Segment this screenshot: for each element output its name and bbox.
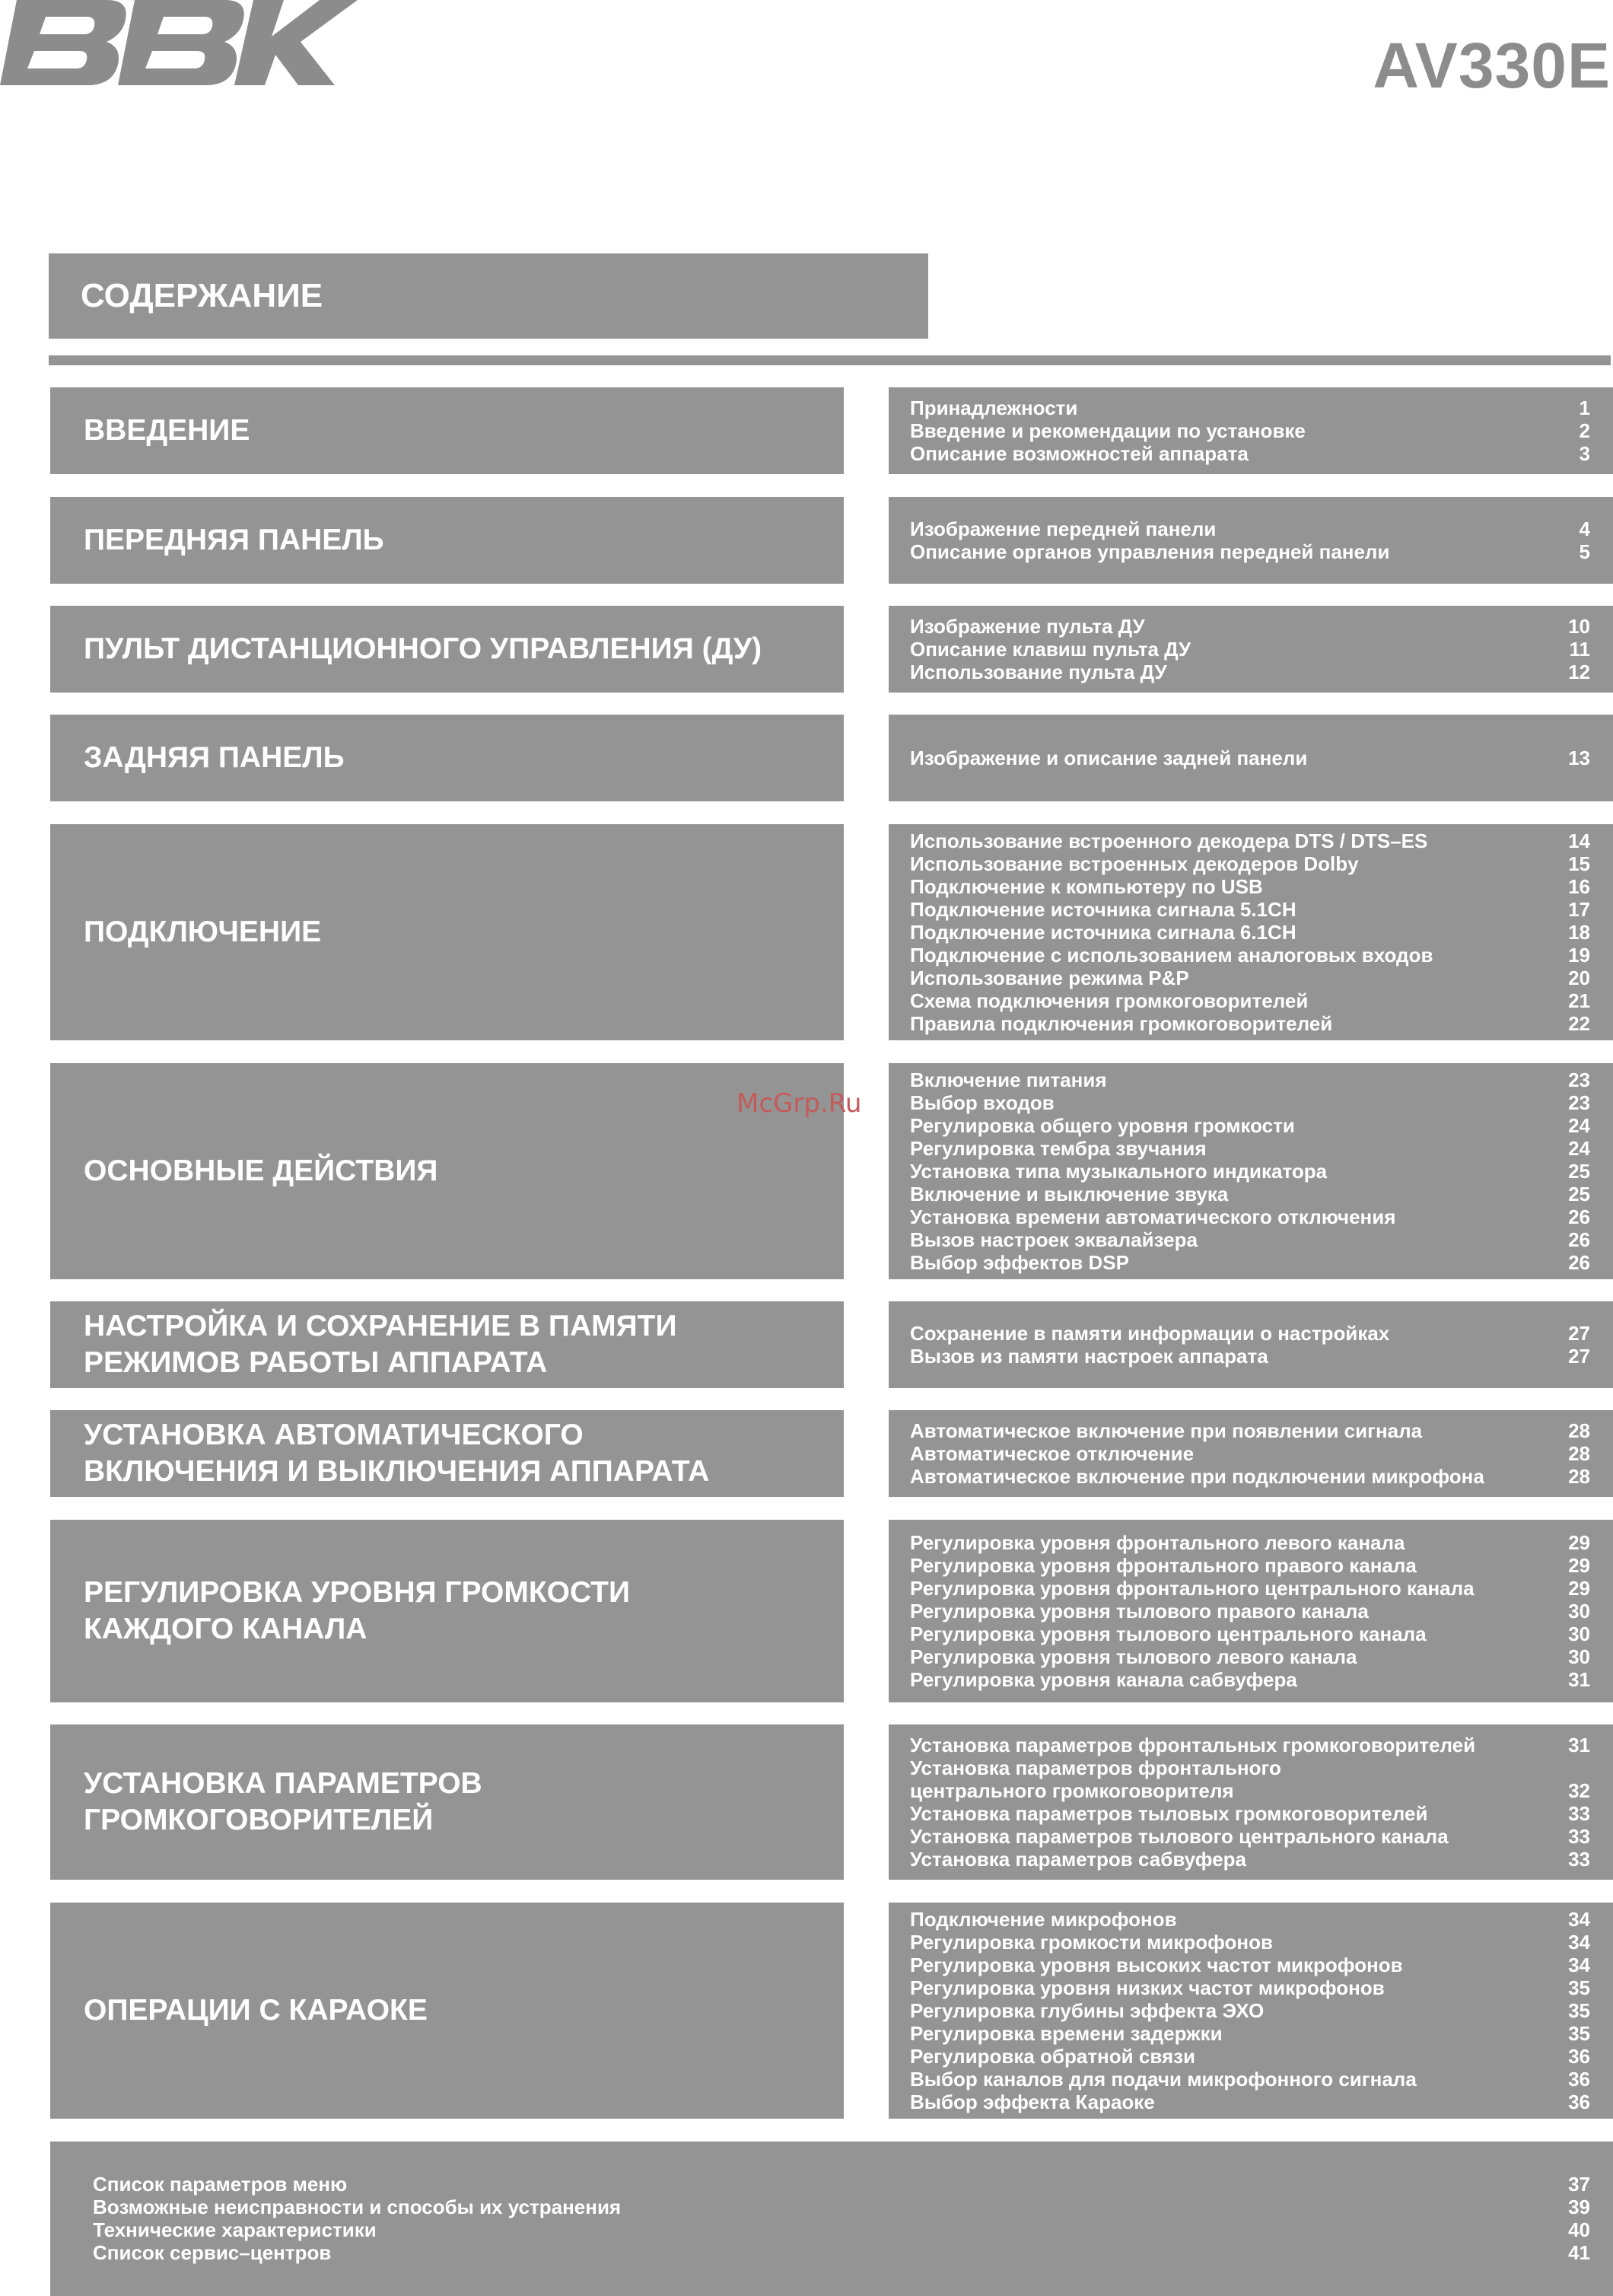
entry-title: Регулировка глубины эффекта ЭХО — [910, 1998, 1265, 2022]
toc-entry[interactable] — [910, 1954, 1590, 1976]
toc-entry[interactable] — [910, 921, 1590, 944]
toc-entry[interactable] — [910, 898, 1590, 921]
entry-title: Использование встроенных декодеров Dolby — [910, 852, 1359, 875]
section-title-box — [50, 824, 844, 1040]
entry-page: 35 — [1568, 1998, 1590, 2022]
section-title: ПЕРЕДНЯЯ ПАНЕЛЬ — [84, 524, 384, 556]
section-title: НАСТРОЙКА И СОХРАНЕНИЕ В ПАМЯТИ РЕЖИМОВ РАБОТЫ АППАРАТА — [84, 1310, 677, 1379]
entry-title: Регулировка уровня низких частот микрофонов — [910, 1976, 1385, 1999]
toc-entry[interactable] — [910, 1531, 1590, 1554]
toc-entry[interactable] — [910, 852, 1590, 875]
section-title-box — [50, 1724, 844, 1880]
toc-entry[interactable] — [910, 517, 1590, 540]
section-entries — [889, 387, 1613, 474]
toc-entry[interactable] — [910, 1668, 1590, 1691]
entry-title: Регулировка уровня фронтального левого канала — [910, 1530, 1405, 1554]
toc-entry[interactable] — [910, 944, 1590, 966]
entry-title: Включение и выключение звука — [910, 1182, 1229, 1205]
entry-page: 23 — [1568, 1091, 1590, 1114]
toc-entry[interactable] — [910, 638, 1590, 661]
section-title: УСТАНОВКА АВТОМАТИЧЕСКОГО ВКЛЮЧЕНИЯ И ВЫКЛЮЧЕНИЯ АППАРАТА — [84, 1419, 710, 1488]
entry-title: Изображение передней панели — [910, 517, 1217, 540]
entry-page: 28 — [1568, 1464, 1590, 1488]
entry-title: Установка типа музыкального индикатора — [910, 1159, 1328, 1183]
entry-title: Введение и рекомендации по установке — [910, 419, 1306, 442]
section-title-box — [50, 1063, 844, 1279]
toc-entry[interactable] — [910, 661, 1590, 683]
section-entries — [889, 606, 1613, 693]
entry-page: 15 — [1568, 852, 1590, 875]
entry-page: 3 — [1579, 441, 1590, 465]
entry-page: 25 — [1568, 1159, 1590, 1183]
entry-title: Регулировка времени задержки — [910, 2021, 1223, 2045]
section-title: ОСНОВНЫЕ ДЕЙСТВИЯ — [84, 1154, 438, 1187]
entry-title: Регулировка тембра звучания — [910, 1136, 1207, 1160]
entry-title: Вызов из памяти настроек аппарата — [910, 1344, 1268, 1368]
section-title-box — [50, 497, 844, 584]
section-title: ВВЕДЕНИЕ — [84, 414, 250, 447]
section-entries — [889, 1410, 1613, 1497]
entry-title: Описание органов управления передней панели — [910, 540, 1390, 563]
section-title: УСТАНОВКА ПАРАМЕТРОВ ГРОМКОГОВОРИТЕЛЕЙ — [84, 1767, 482, 1836]
entry-page: 29 — [1568, 1530, 1590, 1554]
toc-entry[interactable] — [910, 830, 1590, 852]
toc-entry[interactable] — [910, 1600, 1590, 1622]
toc-entry[interactable] — [910, 2022, 1590, 2045]
entry-title: Регулировка уровня тылового левого канала — [910, 1645, 1357, 1668]
toc-entry[interactable] — [910, 1908, 1590, 1931]
section-title-box — [50, 1903, 844, 2119]
entry-page: 35 — [1568, 2021, 1590, 2045]
entry-page: 36 — [1568, 2044, 1590, 2068]
entry-page: 14 — [1568, 829, 1590, 852]
toc-entry[interactable]: Возможные неисправности и способы их устранения 39 — [93, 2196, 1590, 2218]
toc-entry[interactable] — [910, 2068, 1590, 2091]
toc-entry[interactable] — [910, 1251, 1590, 1274]
entry-title: Подключение источника сигнала 5.1CH — [910, 897, 1296, 921]
toc-entry[interactable] — [910, 1999, 1590, 2022]
entry-page: 24 — [1568, 1136, 1590, 1160]
toc-entry[interactable] — [910, 1465, 1590, 1488]
entry-title: Включение питания — [910, 1068, 1107, 1091]
toc-entry[interactable] — [910, 1419, 1590, 1442]
section-title: РЕГУЛИРОВКА УРОВНЯ ГРОМКОСТИ КАЖДОГО КАНАЛА — [84, 1576, 631, 1645]
toc-entry[interactable] — [910, 747, 1590, 769]
toc-entry[interactable] — [910, 1756, 1590, 1779]
toc-entry[interactable] — [910, 2045, 1590, 2068]
section-entries — [889, 1903, 1613, 2119]
entry-page: 20 — [1568, 966, 1590, 989]
appendix-block — [50, 2142, 1613, 2296]
entry-title: Установка параметров сабвуфера — [910, 1847, 1246, 1871]
entry-page: 21 — [1568, 989, 1590, 1012]
entry-page: 1 — [1579, 396, 1590, 419]
section-entries — [889, 1724, 1613, 1880]
entry-page: 31 — [1568, 1667, 1590, 1691]
section-entries — [889, 824, 1613, 1040]
section-title-box — [50, 606, 844, 693]
entry-title: Автоматическое отключение — [910, 1441, 1195, 1465]
entry-title: Подключение источника сигнала 6.1CH — [910, 920, 1296, 944]
section-title: ЗАДНЯЯ ПАНЕЛЬ — [84, 741, 345, 774]
entry-page: 16 — [1568, 874, 1590, 898]
watermark: McGrp.Ru — [737, 1088, 862, 1119]
entry-title: Использование пульта ДУ — [910, 660, 1167, 683]
entry-page: 22 — [1568, 1011, 1590, 1035]
entry-title: Автоматическое включение при подключении микрофона — [910, 1464, 1484, 1488]
toc-entry[interactable] — [910, 1976, 1590, 1999]
entry-title: Принадлежности — [910, 396, 1078, 419]
entry-title: Использование встроенного декодера DTS / DTS–ES — [910, 829, 1428, 852]
toc-entry[interactable] — [910, 1622, 1590, 1645]
toc-entry[interactable] — [910, 615, 1590, 638]
toc-header — [49, 253, 928, 339]
entry-title: Описание клавиш пульта ДУ — [910, 637, 1191, 661]
section-entries — [889, 1301, 1613, 1388]
entry-title: Подключение микрофонов — [910, 1907, 1177, 1931]
entry-page: 23 — [1568, 1068, 1590, 1091]
entry-title: Установка параметров тыловых громкоговорителей — [910, 1801, 1428, 1825]
toc-entry[interactable] — [910, 1160, 1590, 1183]
entry-page: 26 — [1568, 1205, 1590, 1228]
header-rule — [49, 355, 1611, 365]
entry-page: 33 — [1568, 1801, 1590, 1825]
toc-entry[interactable] — [910, 1183, 1590, 1205]
entry-title: Регулировка уровня фронтального центрального канала — [910, 1576, 1475, 1600]
toc-entry[interactable] — [910, 1322, 1590, 1345]
entry-page: 36 — [1568, 2067, 1590, 2091]
entry-title: Регулировка громкости микрофонов — [910, 1930, 1273, 1954]
toc-entry[interactable] — [910, 966, 1590, 989]
entry-title: Вызов настроек эквалайзера — [910, 1228, 1198, 1251]
entry-title: Изображение пульта ДУ — [910, 614, 1145, 638]
entry-page: 34 — [1568, 1953, 1590, 1976]
section-entries — [889, 715, 1613, 801]
section-title-box — [50, 1520, 844, 1702]
entry-title: Установка параметров фронтального — [910, 1756, 1281, 1779]
toc-entry[interactable] — [910, 1345, 1590, 1368]
entry-page: 12 — [1568, 660, 1590, 683]
toc-entry[interactable] — [910, 442, 1590, 465]
entry-title: Сохранение в памяти информации о настройках — [910, 1321, 1390, 1345]
entry-page: 30 — [1568, 1622, 1590, 1645]
toc-entry[interactable] — [910, 1577, 1590, 1600]
entry-page: 35 — [1568, 1976, 1590, 1999]
entry-page: 36 — [1568, 2090, 1590, 2113]
entry-title: Подключение с использованием аналоговых входов — [910, 943, 1433, 966]
entry-title: Регулировка уровня тылового центрального канала — [910, 1622, 1427, 1645]
entry-title: Выбор эффекта Караоке — [910, 2090, 1155, 2113]
entry-page: 30 — [1568, 1645, 1590, 1668]
entry-page: 28 — [1568, 1441, 1590, 1465]
toc-title: СОДЕРЖАНИЕ — [81, 277, 323, 314]
toc-entry[interactable] — [910, 1091, 1590, 1114]
toc-entry[interactable] — [910, 1825, 1590, 1848]
toc-entry[interactable] — [910, 1848, 1590, 1871]
toc-entry[interactable] — [910, 2091, 1590, 2113]
entry-page: 27 — [1568, 1321, 1590, 1345]
section-title-box — [50, 715, 844, 801]
entry-page: 5 — [1579, 540, 1590, 563]
toc-entry[interactable] — [910, 1554, 1590, 1577]
toc-entry[interactable] — [910, 1114, 1590, 1137]
toc-entry[interactable] — [910, 1068, 1590, 1091]
entry-page: 26 — [1568, 1250, 1590, 1274]
entry-page: 28 — [1568, 1419, 1590, 1442]
entry-title: Установка параметров фронтальных громкоговорителей — [910, 1733, 1476, 1756]
section-title: ОПЕРАЦИИ С КАРАОКЕ — [84, 1994, 428, 2027]
entry-title: Выбор эффектов DSP — [910, 1250, 1129, 1274]
section-entries — [889, 497, 1613, 584]
entry-page: 13 — [1568, 746, 1590, 769]
toc-entry[interactable] — [910, 1012, 1590, 1035]
entry-page: 33 — [1568, 1824, 1590, 1848]
entry-page: 29 — [1568, 1553, 1590, 1577]
toc-entry[interactable] — [910, 540, 1590, 563]
entry-title: Выбор входов — [910, 1091, 1055, 1114]
toc-entry[interactable] — [910, 1442, 1590, 1465]
entry-page: 34 — [1568, 1930, 1590, 1954]
entry-page: 27 — [1568, 1344, 1590, 1368]
section-title-box — [50, 387, 844, 474]
entry-title: Регулировка уровня канала сабвуфера — [910, 1667, 1297, 1691]
section-title-box — [50, 1301, 844, 1388]
entry-page: 19 — [1568, 943, 1590, 966]
toc-entry[interactable] — [910, 1931, 1590, 1954]
toc-entry[interactable] — [910, 1205, 1590, 1228]
entry-title: Описание возможностей аппарата — [910, 441, 1249, 465]
toc-entry[interactable] — [910, 1645, 1590, 1668]
entry-page: 30 — [1568, 1599, 1590, 1622]
entry-title: центрального громкоговорителя — [910, 1779, 1234, 1802]
entry-page: 26 — [1568, 1228, 1590, 1251]
entry-page: 4 — [1579, 517, 1590, 540]
toc-entry[interactable]: Список параметров меню 37 — [93, 2173, 1590, 2196]
entry-page: 2 — [1579, 419, 1590, 442]
entry-title: Автоматическое включение при появлении сигнала — [910, 1419, 1423, 1442]
entry-page: 34 — [1568, 1907, 1590, 1931]
model-number: AV330E — [1373, 30, 1611, 101]
entry-page: 18 — [1568, 920, 1590, 944]
section-entries — [889, 1063, 1613, 1279]
entry-page: 31 — [1568, 1733, 1590, 1756]
entry-title: Установка времени автоматического отключения — [910, 1205, 1396, 1228]
entry-page: 24 — [1568, 1113, 1590, 1137]
toc-entry[interactable] — [910, 419, 1590, 442]
toc-entry[interactable]: Список сервис–центров 41 — [93, 2241, 1590, 2264]
entry-page: 17 — [1568, 897, 1590, 921]
entry-title: Схема подключения громкоговорителей — [910, 989, 1309, 1012]
bbk-logo — [0, 0, 358, 88]
section-title: ПОДКЛЮЧЕНИЕ — [84, 916, 322, 948]
section-entries — [889, 1520, 1613, 1702]
entry-title: Регулировка уровня фронтального правого канала — [910, 1553, 1417, 1577]
entry-title: Регулировка уровня высоких частот микрофонов — [910, 1953, 1403, 1976]
toc-entry[interactable] — [910, 1802, 1590, 1825]
entry-page: 25 — [1568, 1182, 1590, 1205]
toc-entry[interactable] — [910, 875, 1590, 898]
entry-title: Регулировка общего уровня громкости — [910, 1113, 1295, 1137]
toc-entry[interactable] — [910, 989, 1590, 1012]
entry-page: 11 — [1569, 637, 1590, 661]
toc-entry[interactable] — [910, 396, 1590, 419]
entry-title: Подключение к компьютеру по USB — [910, 874, 1263, 898]
toc-entry[interactable] — [910, 1137, 1590, 1160]
entry-title: Регулировка обратной связи — [910, 2044, 1196, 2068]
entry-page: 33 — [1568, 1847, 1590, 1871]
entry-title: Регулировка уровня тылового правого канала — [910, 1599, 1369, 1622]
toc-entry[interactable]: Технические характеристики 40 — [93, 2218, 1590, 2241]
entry-title: Установка параметров тылового центрального канала — [910, 1824, 1449, 1848]
entry-page: 10 — [1568, 614, 1590, 638]
entry-title: Правила подключения громкоговорителей — [910, 1011, 1333, 1035]
toc-entry[interactable] — [910, 1228, 1590, 1251]
entry-title: Использование режима P&P — [910, 966, 1189, 989]
section-title-box — [50, 1410, 844, 1497]
entry-page: 32 — [1568, 1779, 1590, 1802]
entry-page: 29 — [1568, 1576, 1590, 1600]
entry-title: Выбор каналов для подачи микрофонного сигнала — [910, 2067, 1417, 2091]
section-title: ПУЛЬТ ДИСТАНЦИОННОГО УПРАВЛЕНИЯ (ДУ) — [84, 632, 762, 665]
toc-entry[interactable] — [910, 1779, 1590, 1802]
entry-title: Изображение и описание задней панели — [910, 746, 1308, 769]
toc-entry[interactable] — [910, 1734, 1590, 1756]
